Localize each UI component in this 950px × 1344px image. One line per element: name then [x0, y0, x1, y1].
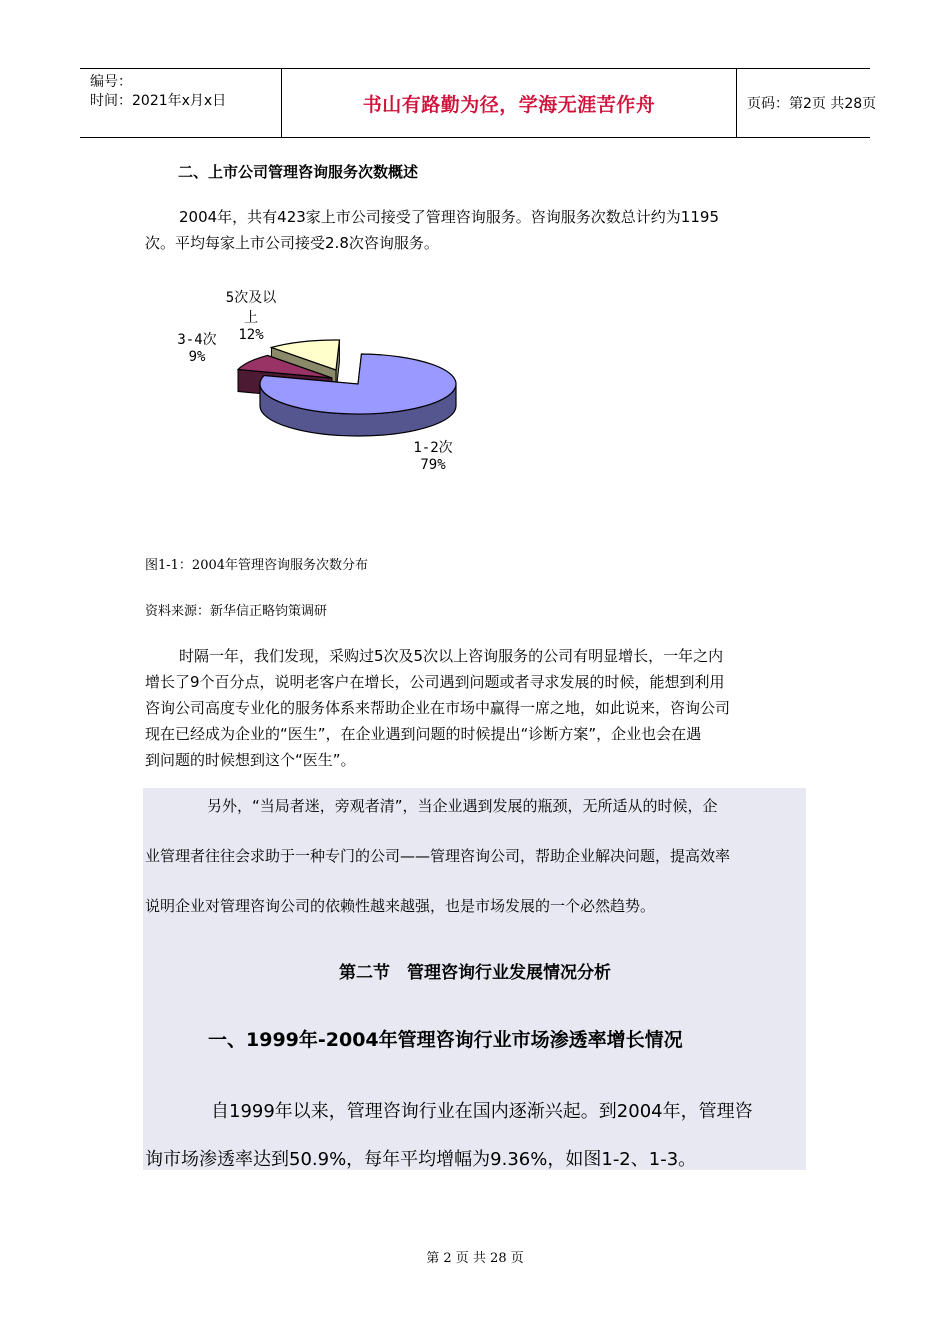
- subheading-penetration: 一、1999年-2004年管理咨询行业市场渗透率增长情况: [208, 1029, 683, 1051]
- pie-label-3-4: [166, 329, 228, 365]
- section-2-heading: 第二节 管理咨询行业发展情况分析: [339, 963, 611, 983]
- document-date-label: 时间：2021年x月x日: [90, 93, 227, 109]
- paragraph-summary: [145, 204, 810, 256]
- pie-label-1-2: [398, 437, 468, 473]
- section-heading: 二、上市公司管理咨询服务次数概述: [178, 163, 419, 181]
- paragraph-penetration-line-2: 询市场渗透率达到50.9%，每年平均增幅为9.36%，如图1-2、1-3。: [145, 1149, 697, 1170]
- header-table: [80, 68, 877, 138]
- pie-label-5plus-pct: 12%: [238, 327, 264, 343]
- paragraph-growth-line-2: 增长了9个百分点，说明老客户在增长，公司遇到问题或者寻求发展的时候，能想到利用: [145, 673, 725, 691]
- page-footer: 第 2 页 共 28 页: [426, 1251, 524, 1266]
- paragraph-growth: [145, 643, 810, 773]
- header-left-cell: [80, 69, 282, 137]
- paragraph-growth-line-4: 现在已经成为企业的“医生”，在企业遇到问题的时候提出“诊断方案”，企业也会在遇: [145, 725, 702, 743]
- paragraph-penetration-line-1: 自1999年以来，管理咨询行业在国内逐渐兴起。到2004年，管理咨: [211, 1101, 753, 1122]
- paragraph-trend-line-2: 业管理者往往会求助于一种专门的公司——管理咨询公司，帮助企业解决问题，提高效率: [145, 847, 731, 865]
- source-caption: 资料来源：新华信正略钧策调研: [145, 604, 328, 619]
- paragraph-growth-line-3: 咨询公司高度专业化的服务体系来帮助企业在市场中赢得一席之地，如此说来，咨询公司: [145, 699, 731, 717]
- header-slogan-cell: [282, 69, 737, 137]
- pie-label-3-4-pct: 9%: [188, 349, 206, 365]
- paragraph-growth-line-1: 时隔一年，我们发现，采购过5次及5次以上咨询服务的公司有明显增长，一年之内: [179, 647, 724, 665]
- header-page-number: 页码：第2页 共28页: [747, 96, 877, 112]
- pie-label-1-2-pct: 79%: [420, 457, 446, 473]
- document-number-label: 编号：: [90, 74, 132, 90]
- paragraph-trend-line-3: 说明企业对管理咨询公司的依赖性越来越强，也是市场发展的一个必然趋势。: [145, 897, 656, 915]
- paragraph-summary-line-1: 2004年，共有423家上市公司接受了管理咨询服务。咨询服务次数总计约为1195: [179, 208, 719, 226]
- pie-label-5plus-name-1: 5次及以: [225, 290, 277, 306]
- header-slogan: 书山有路勤为径，学海无涯苦作舟: [362, 93, 656, 116]
- pie-label-3-4-name: 3-4次: [177, 332, 217, 348]
- pie-label-1-2-name: 1-2次: [413, 440, 453, 456]
- pie-label-5plus-name-2: 上: [244, 310, 258, 326]
- paragraph-growth-line-5: 到问题的时候想到这个“医生”。: [145, 751, 356, 769]
- paragraph-trend-line-1: 另外，“当局者迷，旁观者清”，当企业遇到发展的瓶颈，无所适从的时候，企: [207, 797, 718, 815]
- paragraph-summary-line-2: 次。平均每家上市公司接受2.8次咨询服务。: [145, 234, 439, 252]
- header-pager-cell: [737, 69, 877, 137]
- figure-caption: 图1-1：2004年管理咨询服务次数分布: [145, 558, 369, 573]
